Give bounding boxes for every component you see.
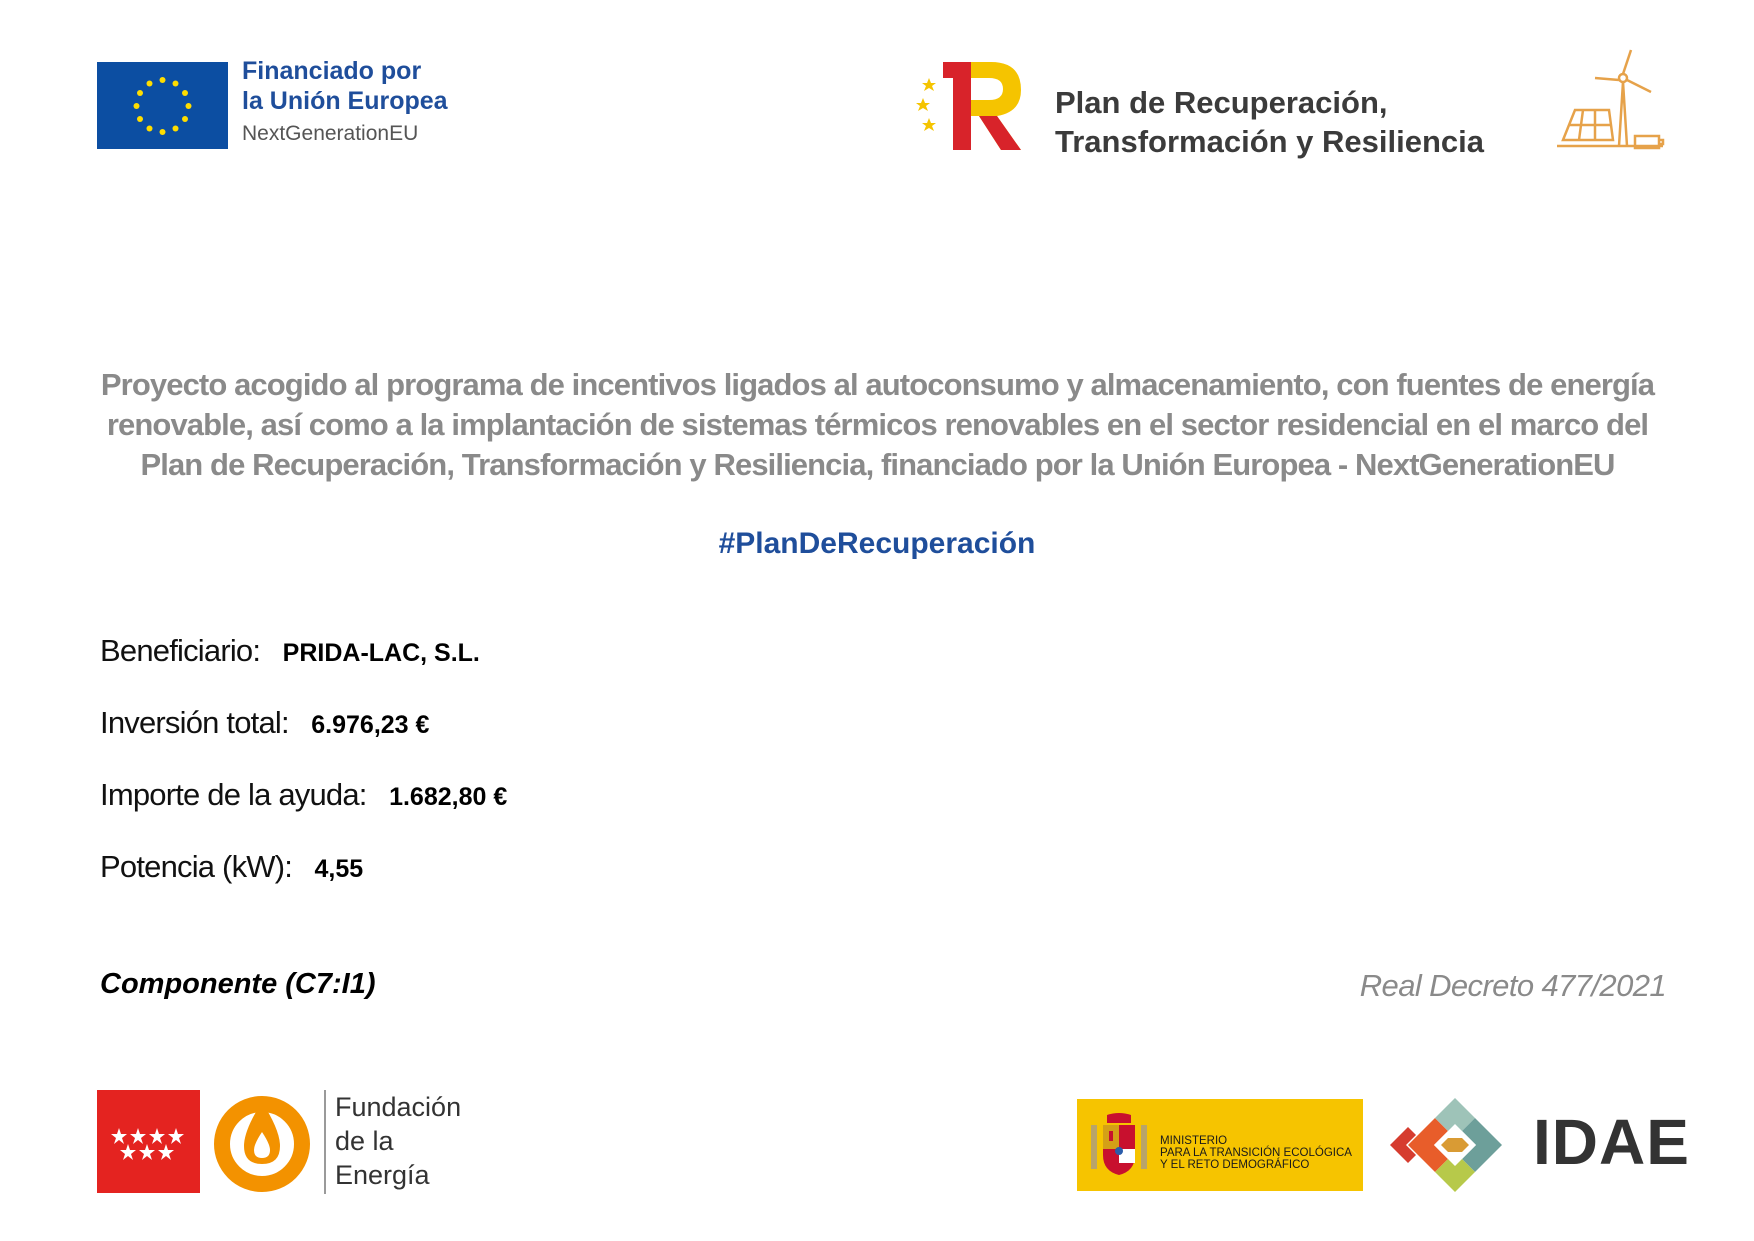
eu-line-3: NextGenerationEU <box>242 122 419 145</box>
beneficiario-label: Beneficiario: <box>100 633 261 668</box>
plan-recuperacion-title <box>1055 84 1484 162</box>
fundacion-text <box>335 1090 461 1192</box>
ministerio-line-3: Y EL RETO DEMOGRÁFICO <box>1160 1159 1310 1171</box>
beneficiario-value: PRIDA-LAC, S.L. <box>282 639 480 667</box>
ministerio-logo <box>1077 1099 1363 1191</box>
hashtag: #PlanDeRecuperación <box>718 527 1036 560</box>
inversion-total-label: Inversión total: <box>100 705 289 740</box>
potencia-value: 4,55 <box>314 855 364 883</box>
importe-ayuda-value: 1.682,80 € <box>389 783 508 811</box>
eu-line-2: la Unión Europea <box>242 87 448 115</box>
fundacion-line-2: de la <box>335 1126 394 1156</box>
ministerio-line-1: MINISTERIO <box>1160 1135 1228 1147</box>
fundacion-divider <box>324 1090 326 1194</box>
ministerio-text <box>1160 1135 1352 1171</box>
fundacion-energia-logo <box>208 1088 316 1194</box>
ministerio-line-2: PARA LA TRANSICIÓN ECOLÓGICA <box>1160 1147 1352 1159</box>
inversion-total-value: 6.976,23 € <box>311 711 430 739</box>
potencia-row <box>100 849 363 885</box>
importe-ayuda-label: Importe de la ayuda: <box>100 777 367 812</box>
prtr-tr-icon <box>913 60 1028 152</box>
plan-line-2: Transformación y Resiliencia <box>1055 123 1485 159</box>
beneficiario-row <box>100 633 480 669</box>
idae-wordmark: IDAE <box>1533 1106 1690 1178</box>
fundacion-drop-icon <box>208 1088 316 1194</box>
fundacion-line-1: Fundación <box>335 1092 462 1122</box>
real-decreto: Real Decreto 477/2021 <box>1359 968 1666 1003</box>
comunidad-madrid-logo <box>97 1090 200 1193</box>
plan-line-1: Plan de Recuperación, <box>1055 85 1388 120</box>
prtr-logo <box>913 60 1028 152</box>
inversion-total-row <box>100 705 429 741</box>
componente-code: Componente (C7:I1) <box>100 968 376 1000</box>
idae-logo <box>1388 1098 1523 1192</box>
eu-stars-icon <box>97 62 228 149</box>
eu-funding-text <box>242 56 448 146</box>
fundacion-line-3: Energía <box>335 1160 430 1190</box>
potencia-label: Potencia (kW): <box>100 849 293 884</box>
madrid-stars-icon <box>97 1090 200 1193</box>
eu-line-1: Financiado por <box>242 57 422 85</box>
spain-coat-of-arms-icon <box>1087 1111 1151 1179</box>
idae-interlace-icon <box>1388 1098 1523 1192</box>
eu-flag-logo <box>97 62 228 149</box>
project-description: Proyecto acogido al programa de incentivos ligados al autoconsumo y almacenamiento, con fuentes de energía renovable, así como a la implantación de sistemas térmicos renovables en el sector residencial en el marco del Plan de Recuperación, Transformación y Resiliencia, financiado por la Unión Europea - NextGenerationEU <box>100 367 1655 482</box>
wind-solar-energy-icon <box>1553 48 1668 160</box>
importe-ayuda-row <box>100 777 507 813</box>
